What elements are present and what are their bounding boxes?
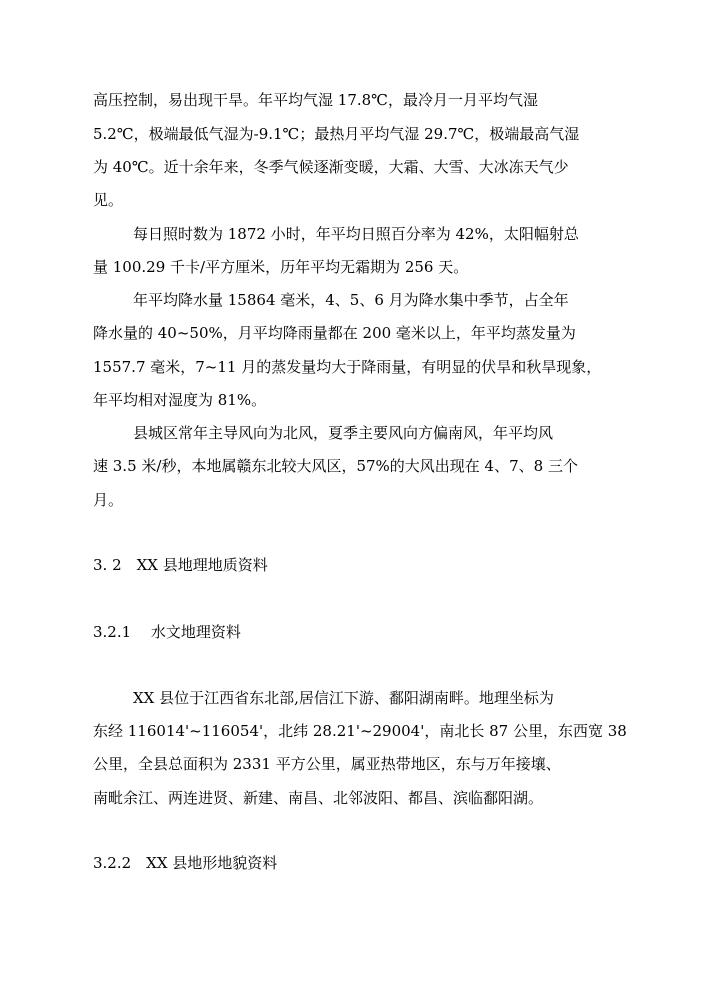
rainfall-line-4: 年平均相对湿度为 81%。 xyxy=(93,391,267,409)
climate-line-4: 见。 xyxy=(93,191,124,209)
sunshine-line-2: 量 100.29 千卡/平方厘米，历年平均无霜期为 256 天。 xyxy=(93,258,469,276)
location-line-2: 东经 116014'~116054'，北纬 28.21'~29004'，南北长 87 公里，东西宽 38 xyxy=(93,722,627,740)
rainfall-line-3: 1557.7 毫米，7~11 月的蒸发量均大于降雨量，有明显的伏旱和秋旱现象， xyxy=(93,358,602,376)
rainfall-line-1: 年平均降水量 15864 毫米，4、5、6 月为降水集中季节，占全年 xyxy=(133,291,569,309)
wind-line-3: 月。 xyxy=(93,491,124,509)
rainfall-line-2: 降水量的 40~50%，月平均降雨量都在 200 毫米以上，年平均蒸发量为 xyxy=(93,324,576,342)
heading-3-2: 3. 2 XX 县地理地质资料 xyxy=(93,556,268,574)
heading-3-2-1: 3.2.1 水文地理资料 xyxy=(93,623,241,641)
climate-line-3: 为 40℃。近十余年来，冬季气候逐渐变暖，大霜、大雪、大冰冻天气少 xyxy=(93,158,569,176)
climate-line-1: 高压控制，易出现干旱。年平均气湿 17.8℃，最冷月一月平均气湿 xyxy=(93,91,538,109)
climate-line-2: 5.2℃，极端最低气湿为-9.1℃；最热月平均气湿 29.7℃，极端最高气湿 xyxy=(93,125,580,143)
sunshine-line-1: 每日照时数为 1872 小时，年平均日照百分率为 42%，太阳幅射总 xyxy=(133,225,579,243)
wind-line-2: 速 3.5 米/秒，本地属赣东北较大风区，57%的大风出现在 4、7、8 三个 xyxy=(93,457,578,475)
wind-line-1: 县城区常年主导风向为北风，夏季主要风向方偏南风，年平均风 xyxy=(133,424,554,442)
location-line-4: 南毗余江、两连进贤、新建、南昌、北邻波阳、都昌、滨临鄱阳湖。 xyxy=(93,789,544,807)
heading-3-2-2: 3.2.2 XX 县地形地貌资料 xyxy=(93,854,278,872)
location-line-1: XX 县位于江西省东北部,居信江下游、鄱阳湖南畔。地理坐标为 xyxy=(133,689,554,707)
location-line-3: 公里，全县总面积为 2331 平方公里，属亚热带地区，东与万年接壤、 xyxy=(93,755,561,773)
